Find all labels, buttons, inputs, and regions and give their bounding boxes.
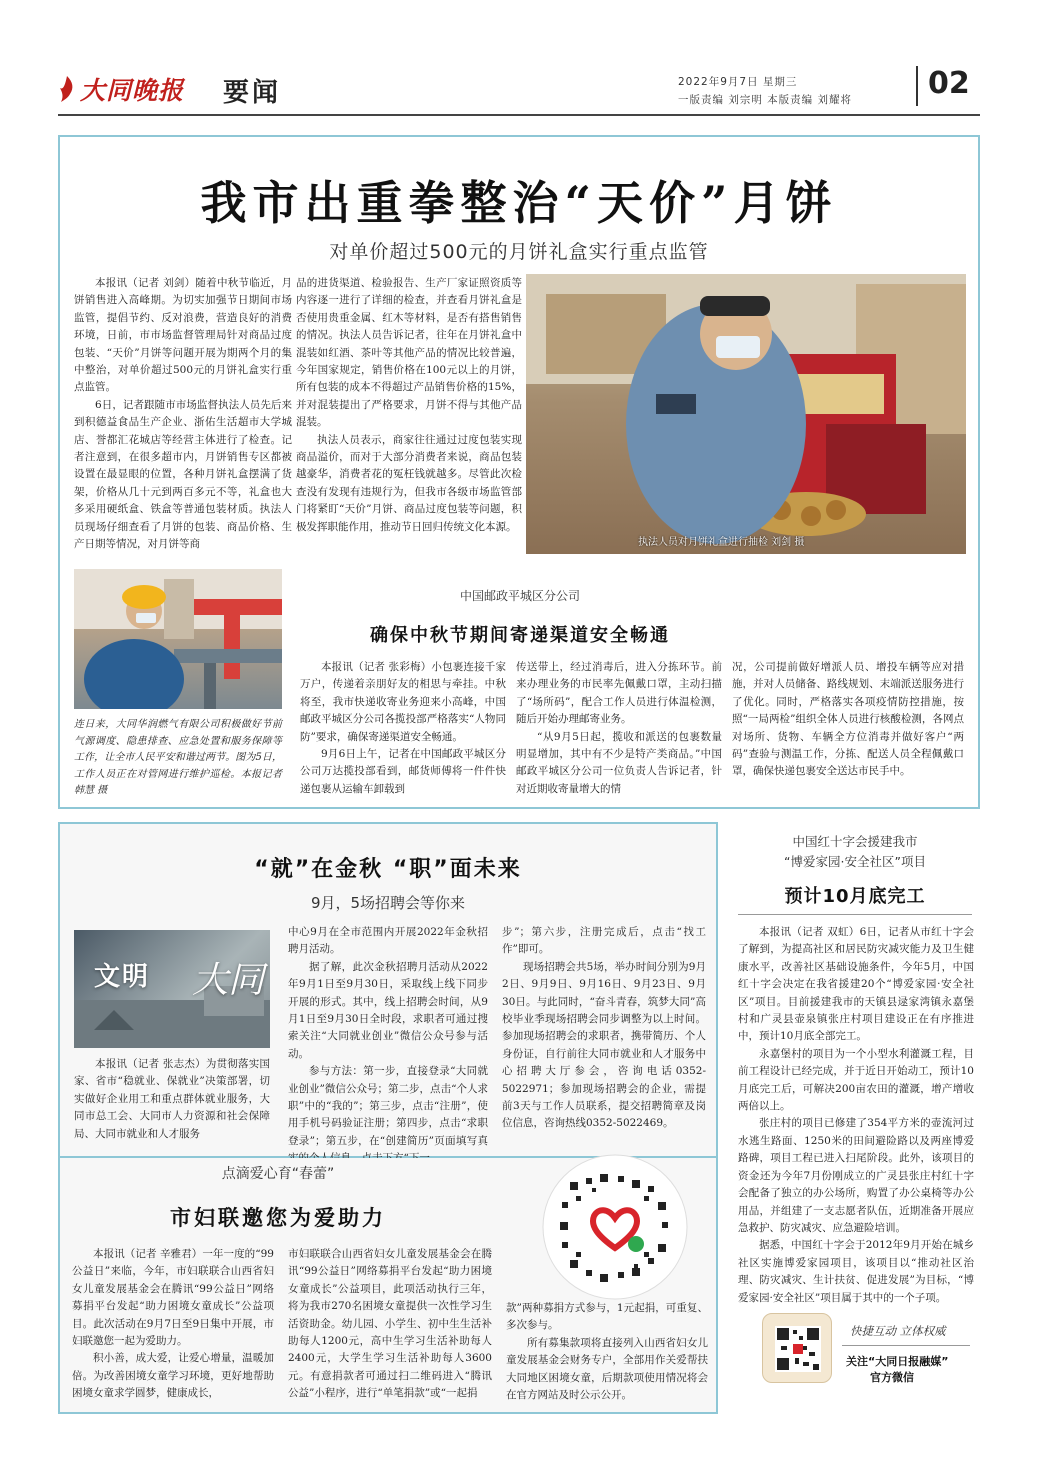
paragraph: 积小善，成大爱，让爱心增量，温暖加倍。为改善困境女童学习环境，更好地帮助困境女童求学圆梦，健康成长，	[72, 1352, 274, 1400]
paragraph: 市妇联联合山西省妇女儿童发展基金会在腾讯“99公益日”网络募捐平台发起“助力困境女童成长”公益项目，此项活动执行三年，将为我市270名困境女童提供一次性学习生活资助金。幼儿园、小学生、初中生生活补助每人1200元，高中生学习生活补助每人2400元，大学生学习生活补助每人3600元。有意捐款者可通过扫二维码进入“腾讯公益”小程序，进行“单笔捐款”或“一起捐	[288, 1248, 492, 1400]
postal-column-1	[300, 659, 506, 798]
donation-qr-code[interactable]	[540, 1152, 690, 1302]
promo-account-label: 官方微信	[870, 1371, 914, 1384]
paragraph: 本报讯（记者 双虹）6日，记者从市红十字会了解到，为提高社区和居民防灾减灾能力及卫生健康水平，改善社区基础设施条件，今年5月，中国红十字会决定在我省援建20个“博爱家园·安全社区”项目。目前援建我市的天镇县逯家湾镇永嘉堡村和广灵县壶泉镇张庄村项目建设正在有序推进中，预计10月底全部完工。	[738, 926, 974, 1043]
promo-follow-text: 关注“大同日报融媒”	[846, 1355, 949, 1368]
page-number: 02	[928, 66, 970, 101]
wechat-promo	[762, 1313, 972, 1388]
header-divider	[916, 66, 918, 106]
jobs-headline: “就”在金秋 “职”面未来	[254, 857, 522, 882]
gas-photo-caption: 连日来，大同华润燃气有限公司积极做好节前气源调度、隐患排查、应急处置和服务保障等工作，让全市人民平安和谐过两节。图为5日，工作人员正在对管网进行维护巡检。本报记者 韩慧 摄	[74, 719, 282, 796]
redcross-body	[738, 924, 974, 1307]
paragraph: 张庄村的项目已修建了354平方米的壶流河过水逃生路面、1250米的田间避险路以及两座博爱路碑，项目工程已进入扫尾阶段。此外，该项目的资金还为今年7月份刚成立的广灵县张庄村红十字会配备了独立的办公场所，购置了办公桌椅等办公用品，并组建了一支志愿者队伍，近期准备开展应急救护、防灾减灾、应急避险培训。	[738, 1117, 974, 1234]
women-column-2	[288, 1246, 492, 1403]
top-story-frame	[58, 135, 980, 809]
paragraph: 本报讯（记者 张志杰）为贯彻落实国家、省市“稳就业、保就业”决策部署，切实做好企业用工和重点群体就业服务，大同市总工会、大同市人力资源和社会保障局、大同市就业和人才服务	[74, 1058, 270, 1140]
paragraph: 据了解，此次金秋招聘月活动从2022年9月1日至9月30日，采取线上线下同步开展的形式。其中，线上招聘会时间，从9月1日至9月30日全时段，求职者可通过搜索关注“大同就业创业”微信公众号参与活动。	[288, 960, 488, 1060]
promo-slogan: 快捷互动 立体权威	[850, 1324, 946, 1338]
postal-headline: 确保中秋节期间寄递渠道安全畅通	[370, 625, 670, 646]
redcross-rule	[738, 914, 972, 915]
page-editors: 一版责编 刘宗明 本版责编 刘耀将	[678, 94, 853, 106]
redcross-kicker-line-1: 中国红十字会援建我市	[792, 834, 918, 849]
women-kicker: 点滴爱心育“春蕾”	[221, 1166, 335, 1182]
wenming-datong-banner	[74, 930, 270, 1048]
jobs-subheadline: 9月，5场招聘会等你来	[310, 894, 466, 912]
paragraph: 本报讯（记者 辛雅君）一年一度的“99公益日”来临，今年，市妇联联合山西省妇女儿童发展基金会在腾讯“99公益日”网络募捐平台发起“助力困境女童成长”公益项目。此次活动在9月7日至9日集中开展，市妇联邀您一起为爱助力。	[72, 1248, 274, 1348]
paragraph: 参与方法：第一步，直接登录“大同就业创业”微信公众号；第二步，点击“个人求职”中的“我的”；第三步，点击“注册”，使用手机号码验证注册；第四步，点击“求职登录”；第五步，在“创建简历”页面填写真	[288, 1065, 488, 1147]
redcross-headline: 预计10月底完工	[784, 886, 926, 907]
paragraph: 所有募集款项将直接列入山西省妇女儿童发展基金会财务专户，全部用作关爱帮扶大同地区困境女童，后期款项使用情况将会在官方网站及时公示公开。	[506, 1336, 708, 1402]
women-column-3	[506, 1300, 708, 1404]
paragraph: 9月6日上午，记者在中国邮政平城区分公司万达揽投部看到，邮货师傅将一件件快递包裹从运输车卸载到	[300, 748, 506, 795]
promo-rule	[842, 1345, 970, 1346]
jobs-column-1	[74, 1056, 270, 1143]
women-headline: 市妇联邀您为爱助力	[170, 1206, 386, 1230]
redcross-kicker-line-2: “博爱家园·安全社区”项目	[784, 854, 926, 869]
paragraph: 品的进货渠道、检验报告、生产厂家证照资质等内容逐一进行了详细的检查，并查看月饼礼盒是否使用贵重金属、红木等材料，是否有搭售销售的情况。执法人员告诉记者，往年在月饼礼盒中混装如红酒、茶叶等其他产品的情况比较普遍，今年国家规定，销售价格在100元以上的月饼，所有包装的成本不得超过产品销售价格的15%，并对混装提出了严格要求，月饼不得与其他产品混装。	[296, 277, 522, 429]
qr-code-icon	[763, 1314, 833, 1384]
inspection-photo-illustration	[526, 274, 966, 554]
postal-kicker: 中国邮政平城区分公司	[459, 589, 580, 603]
issue-date: 2022年9月7日 星期三	[678, 76, 798, 88]
gas-photo-illustration	[74, 569, 282, 709]
jobs-column-3	[502, 924, 706, 1133]
wechat-qr-code[interactable]	[762, 1313, 832, 1383]
banner-word-1: 文明	[94, 962, 151, 992]
paragraph: 6日，记者跟随市市场监督执法人员先后来到积德益食品生产企业、浙佑生活超市大学城店、誉都汇花城店等经营主体进行了检查。记者注意到，在很多超市内，月饼销售专区都被设置在最显眼的位置，各种月饼礼盒摆满了货架，价格从几十元到两百多元不等，礼盒也大多采用硬纸盒、铁盒等普通包装材质。执法人员现场仔细查看了月饼的包装、商品价格、生产日期等情况，对月饼等商	[74, 398, 292, 551]
banner-word-2: 大同	[192, 960, 265, 1001]
logo-text: 大同晚报	[80, 76, 185, 105]
paragraph: 执法人员表示，商家往往通过过度包装实现商品溢价，而对于大部分消费者来说，商品包装越豪华，消费者花的冤枉钱就越多。尽管此次检查没有发现有违规行为，但我市各级市场监管部门将紧盯“天价”月饼、商品过度包装等问题，积极发挥职能作用，推动节日回归传统文化本源。	[296, 433, 522, 533]
main-subheadline: 对单价超过500元的月饼礼盒实行重点监管	[329, 241, 709, 263]
paragraph: 永嘉堡村的项目为一个小型水利灌溉工程，目前工程设计已经完成，并于近日开始动工，预计10月底完工后，可解决200亩农田的灌溉，增产增收两倍以上。	[738, 1047, 974, 1113]
paragraph: 现场招聘会共5场，举办时间分别为9月2日、9月9日、9月16日、9月23日、9月30日。与此同时，“奋斗青春，筑梦大同”高校毕业季现场招聘会同步调整为以上时间。参加现场招聘会的求职者，携带简历、个人身份证，自行前往大同市就业和人才服务中心招聘大厅参会，咨询电话0352-5022971；参加现场招聘会的企业，需提前3天与工作人员联系，提交招聘简章及岗位信息，咨询热线0352-5022469。	[502, 960, 706, 1130]
main-headline: 我市出重拳整治“天价”月饼	[200, 176, 838, 230]
paragraph: 步”；第六步，注册完成后，点击“找工作”即可。	[502, 926, 706, 956]
jobs-column-2	[288, 924, 488, 1168]
gas-maintenance-photo	[74, 569, 282, 709]
postal-column-2	[516, 659, 722, 798]
paragraph: 传送带上，经过消毒后，进入分拣环节。前来办理业务的市民率先佩戴口罩，主动扫描了“场所码”，配合工作人员进行体温检测，随后开始办理邮寄业务。	[516, 661, 722, 726]
main-story-column-1	[74, 275, 292, 554]
logo-flame-icon	[58, 74, 76, 104]
paragraph: 款”两种募捐方式参与，1元起捐，可重复、多次参与。	[506, 1302, 708, 1332]
postal-column-3	[732, 659, 964, 781]
paragraph: 据悉，中国红十字会于2012年9月开始在城乡社区实施博爱家园项目，该项目以“推动社区治理、防灾减灾、生计扶贫、促进发展”为目标，“博爱家园·安全社区”项目属于其中的一个子项。	[738, 1239, 974, 1304]
jobs-story-frame	[58, 822, 718, 1158]
main-story-column-2	[296, 275, 522, 536]
paragraph: 本报讯（记者 刘剑）随着中秋节临近，月饼销售进入高峰期。为切实加强节日期间市场监管，提倡节约、反对浪费，营造良好的消费环境，日前，市市场监督管理局针对商品过度包装、“天价”月饼等问题开展为期两个月的集中整治，对单价超过500元的月饼礼盒实行重点监管。	[74, 277, 292, 394]
women-column-1	[72, 1246, 274, 1403]
newspaper-logo	[58, 68, 196, 110]
page-header	[58, 62, 980, 116]
inspection-photo	[526, 274, 966, 554]
paragraph: 中心9月在全市范围内开展2022年金秋招聘月活动。	[288, 926, 488, 956]
qr-code-icon	[540, 1152, 690, 1302]
section-name: 要闻	[223, 78, 282, 108]
paragraph: “从9月5日起，揽收和派送的包裹数量明显增加，其中有不少是特产类商品。”中国邮政平城区分公司一位负责人告诉记者，针对近期收寄量增大的情	[516, 730, 722, 795]
paragraph: 况，公司提前做好增派人员、增投车辆等应对措施，并对人员储备、路线规划、末端派送服务进行了优化。同时，严格落实各项疫情防控措施，按照“一局两检”组织全体人员进行核酸检测，各网点对场所、货物、车辆全方位消毒并做好客户“两码”查验与测温工作，分拣、配送人员全程佩戴口罩，确保快递包裹安全送达市民手中。	[732, 661, 964, 778]
inspection-photo-caption: 执法人员对月饼礼盒进行抽检 刘剑 摄	[638, 537, 805, 548]
paragraph: 本报讯（记者 张彩梅）小包裹连接千家万户，传递着亲朋好友的相思与牵挂。中秋将至，我市快递收寄业务迎来小高峰，中国邮政平城区分公司各揽投部严格落实“人物同防”要求，确保寄递渠道安全畅通。	[300, 661, 506, 743]
